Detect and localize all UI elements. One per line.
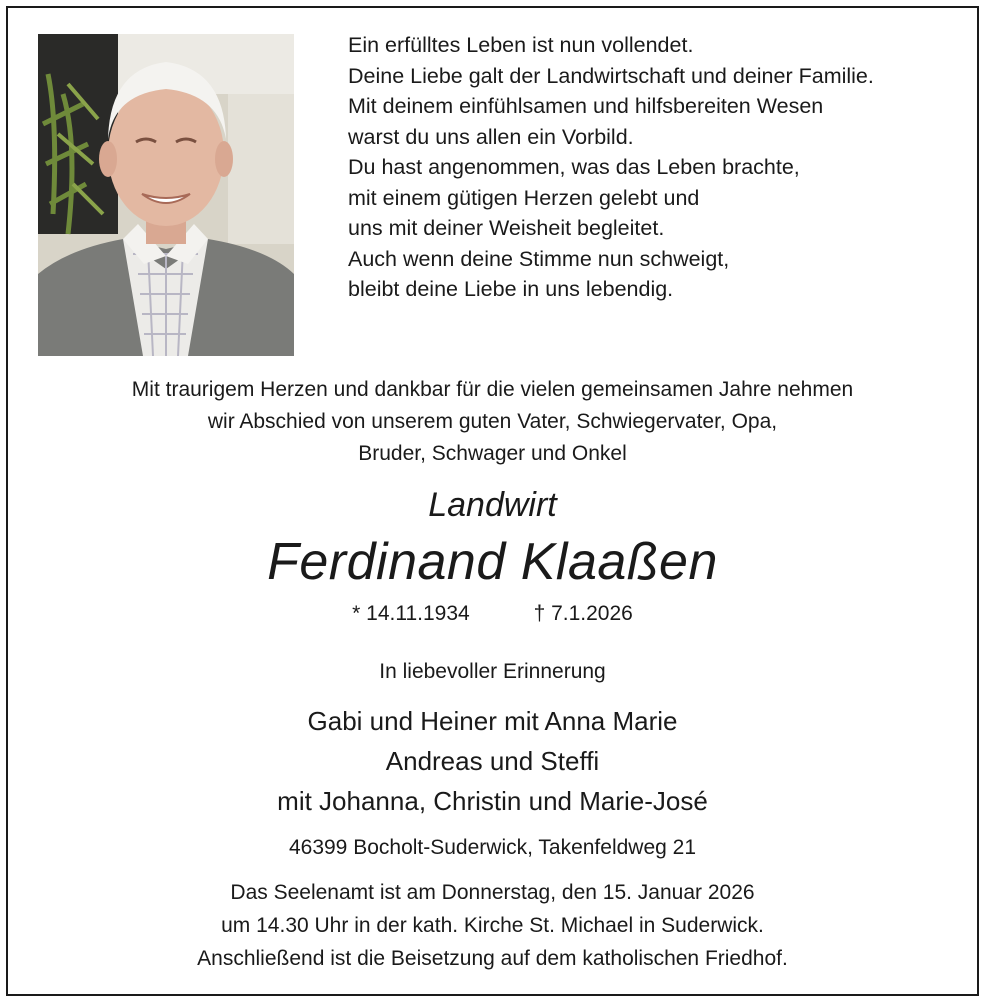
mourner-line: Gabi und Heiner mit Anna Marie — [307, 706, 678, 736]
poem-line: mit einem gütigen Herzen gelebt und — [348, 185, 700, 210]
poem-line: Deine Liebe galt der Landwirtschaft und deiner Familie. — [348, 63, 874, 88]
service-line: Das Seelenamt ist am Donnerstag, den 15. Januar 2026 — [230, 881, 755, 904]
service-info — [8, 876, 977, 975]
intro-line: Bruder, Schwager und Onkel — [358, 442, 627, 465]
poem-line: Ein erfülltes Leben ist nun vollendet. — [348, 33, 694, 57]
poem-line: uns mit deiner Weisheit begleitet. — [348, 216, 665, 240]
intro-line: wir Abschied von unserem guten Vater, Schwiegervater, Opa, — [207, 410, 778, 433]
intro-text — [8, 374, 977, 470]
intro-line: Mit traurigem Herzen und dankbar für die vielen gemeinsamen Jahre nehmen — [131, 378, 854, 401]
poem-line: Mit deinem einfühlsamen und hilfsbereiten Wesen — [348, 94, 824, 118]
mourners — [8, 701, 977, 821]
address: 46399 Bocholt-Suderwick, Takenfeldweg 21 — [288, 836, 697, 859]
death-date: † 7.1.2026 — [533, 602, 633, 625]
poem-line: Auch wenn deine Stimme nun schweigt, — [348, 246, 730, 271]
poem-line: bleibt deine Liebe in uns lebendig. — [348, 277, 674, 301]
life-dates — [8, 602, 977, 626]
birth-date: * 14.11.1934 — [352, 602, 470, 625]
remembrance-line: In liebevoller Erinnerung — [379, 660, 606, 683]
poem-line: Du hast angenommen, was das Leben brachte, — [348, 155, 800, 179]
service-line: um 14.30 Uhr in der kath. Kirche St. Michael in Suderwick. — [221, 914, 764, 937]
mourner-line: Andreas und Steffi — [385, 746, 600, 776]
poem — [348, 30, 958, 305]
poem-line: warst du uns allen ein Vorbild. — [348, 124, 634, 149]
service-line: Anschließend ist die Beisetzung auf dem katholischen Friedhof. — [197, 947, 788, 970]
occupation: Landwirt — [428, 486, 557, 524]
portrait-photo — [38, 34, 294, 356]
mourner-line: mit Johanna, Christin und Marie-José — [277, 786, 708, 816]
deceased-name: Ferdinand Klaaßen — [267, 533, 718, 591]
